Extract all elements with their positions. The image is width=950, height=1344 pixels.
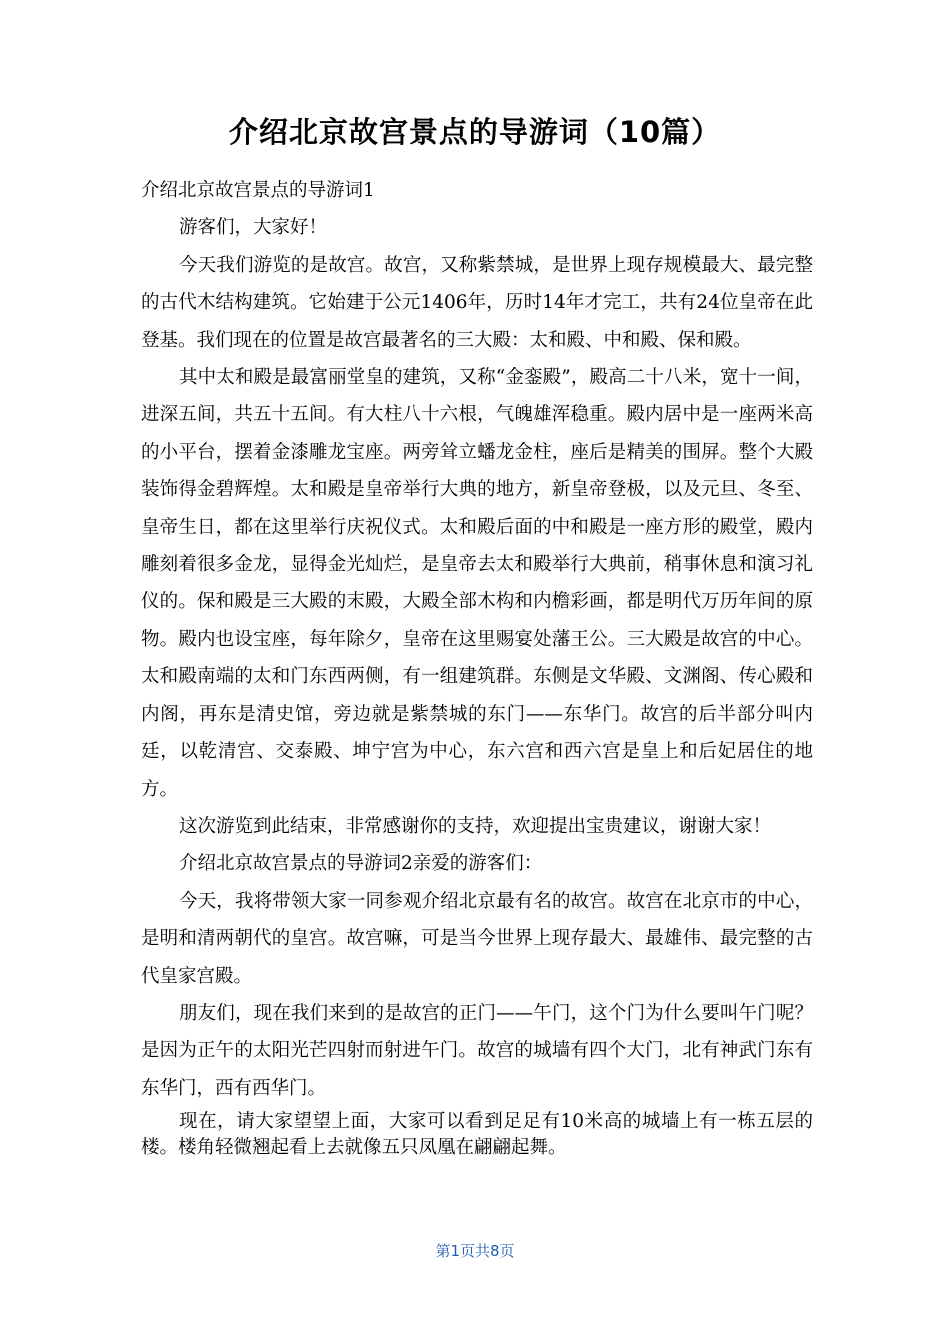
paragraph: 今天，我将带领大家一同参观介绍北京最有名的故宫。故宫在北京市的中心，是明和清两朝代的皇宫。故宫嘛，可是当今世界上现存最大、最雄伟、最完整的古代皇家宫殿。 [141, 890, 813, 987]
document-body [141, 172, 813, 1161]
document-title: 介绍北京故宫景点的导游词（10篇） [228, 115, 722, 149]
paragraph: 游客们，大家好！ [179, 217, 328, 239]
paragraph: 朋友们，现在我们来到的是故宫的正门——午门，这个门为什么要叫午门呢？是因为正午的太阳光芒四射而射进午门。故宫的城墙有四个大门，北有神武门东有东华门，西有西华门。 [141, 1002, 813, 1099]
paragraph: 这次游览到此结束，非常感谢你的支持，欢迎提出宝贵建议，谢谢大家！ [179, 815, 772, 837]
section-heading-2: 介绍北京故宫景点的导游词2亲爱的游客们： [179, 853, 543, 875]
paragraph: 现在，请大家望望上面，大家可以看到足足有10米高的城墙上有一栋五层的楼。楼角轻微翘起看上去就像五只凤凰在翩翩起舞。 [141, 1111, 813, 1159]
paragraph: 今天我们游览的是故宫。故宫，又称紫禁城，是世界上现存规模最大、最完整的古代木结构建筑。它始建于公元1406年，历时14年才完工，共有24位皇帝在此登基。我们现在的位置是故宫最著名的三大殿：太和殿、中和殿、保和殿。 [141, 254, 813, 351]
paragraph: 其中太和殿是最富丽堂皇的建筑，又称“金銮殿”，殿高二十八米，宽十一间，进深五间，共五十五间。有大柱八十六根，气魄雄浑稳重。殿内居中是一座两米高的小平台，摆着金漆雕龙宝座。两旁耸立蟠龙金柱，座后是精美的围屏。整个大殿装饰得金碧辉煌。太和殿是皇帝举行大典的地方，新皇帝登极，以及元旦、冬至、皇帝生日，都在这里举行庆祝仪式。太和殿后面的中和殿是一座方形的殿堂，殿内雕刻着很多金龙，显得金光灿烂，是皇帝去太和殿举行大典前，稍事休息和演习礼仪的。保和殿是三大殿的末殿，大殿全部木构和内檐彩画，都是明代万历年间的原物。殿内也设宝座，每年除夕，皇帝在这里赐宴处藩王公。三大殿是故宫的中心。太和殿南端的太和门东西两侧，有一组建筑群。东侧是文华殿、文渊阁、传心殿和内阁，再东是清史馆，旁边就是紫禁城的东门——东华门。故宫的后半部分叫内廷，以乾清宫、交泰殿、坤宁宫为中心，东六宫和西六宫是皇上和后妃居住的地方。 [141, 367, 813, 800]
section-heading-1: 介绍北京故宫景点的导游词1 [141, 180, 375, 201]
page-number: 第1页共8页 [435, 1242, 515, 1260]
